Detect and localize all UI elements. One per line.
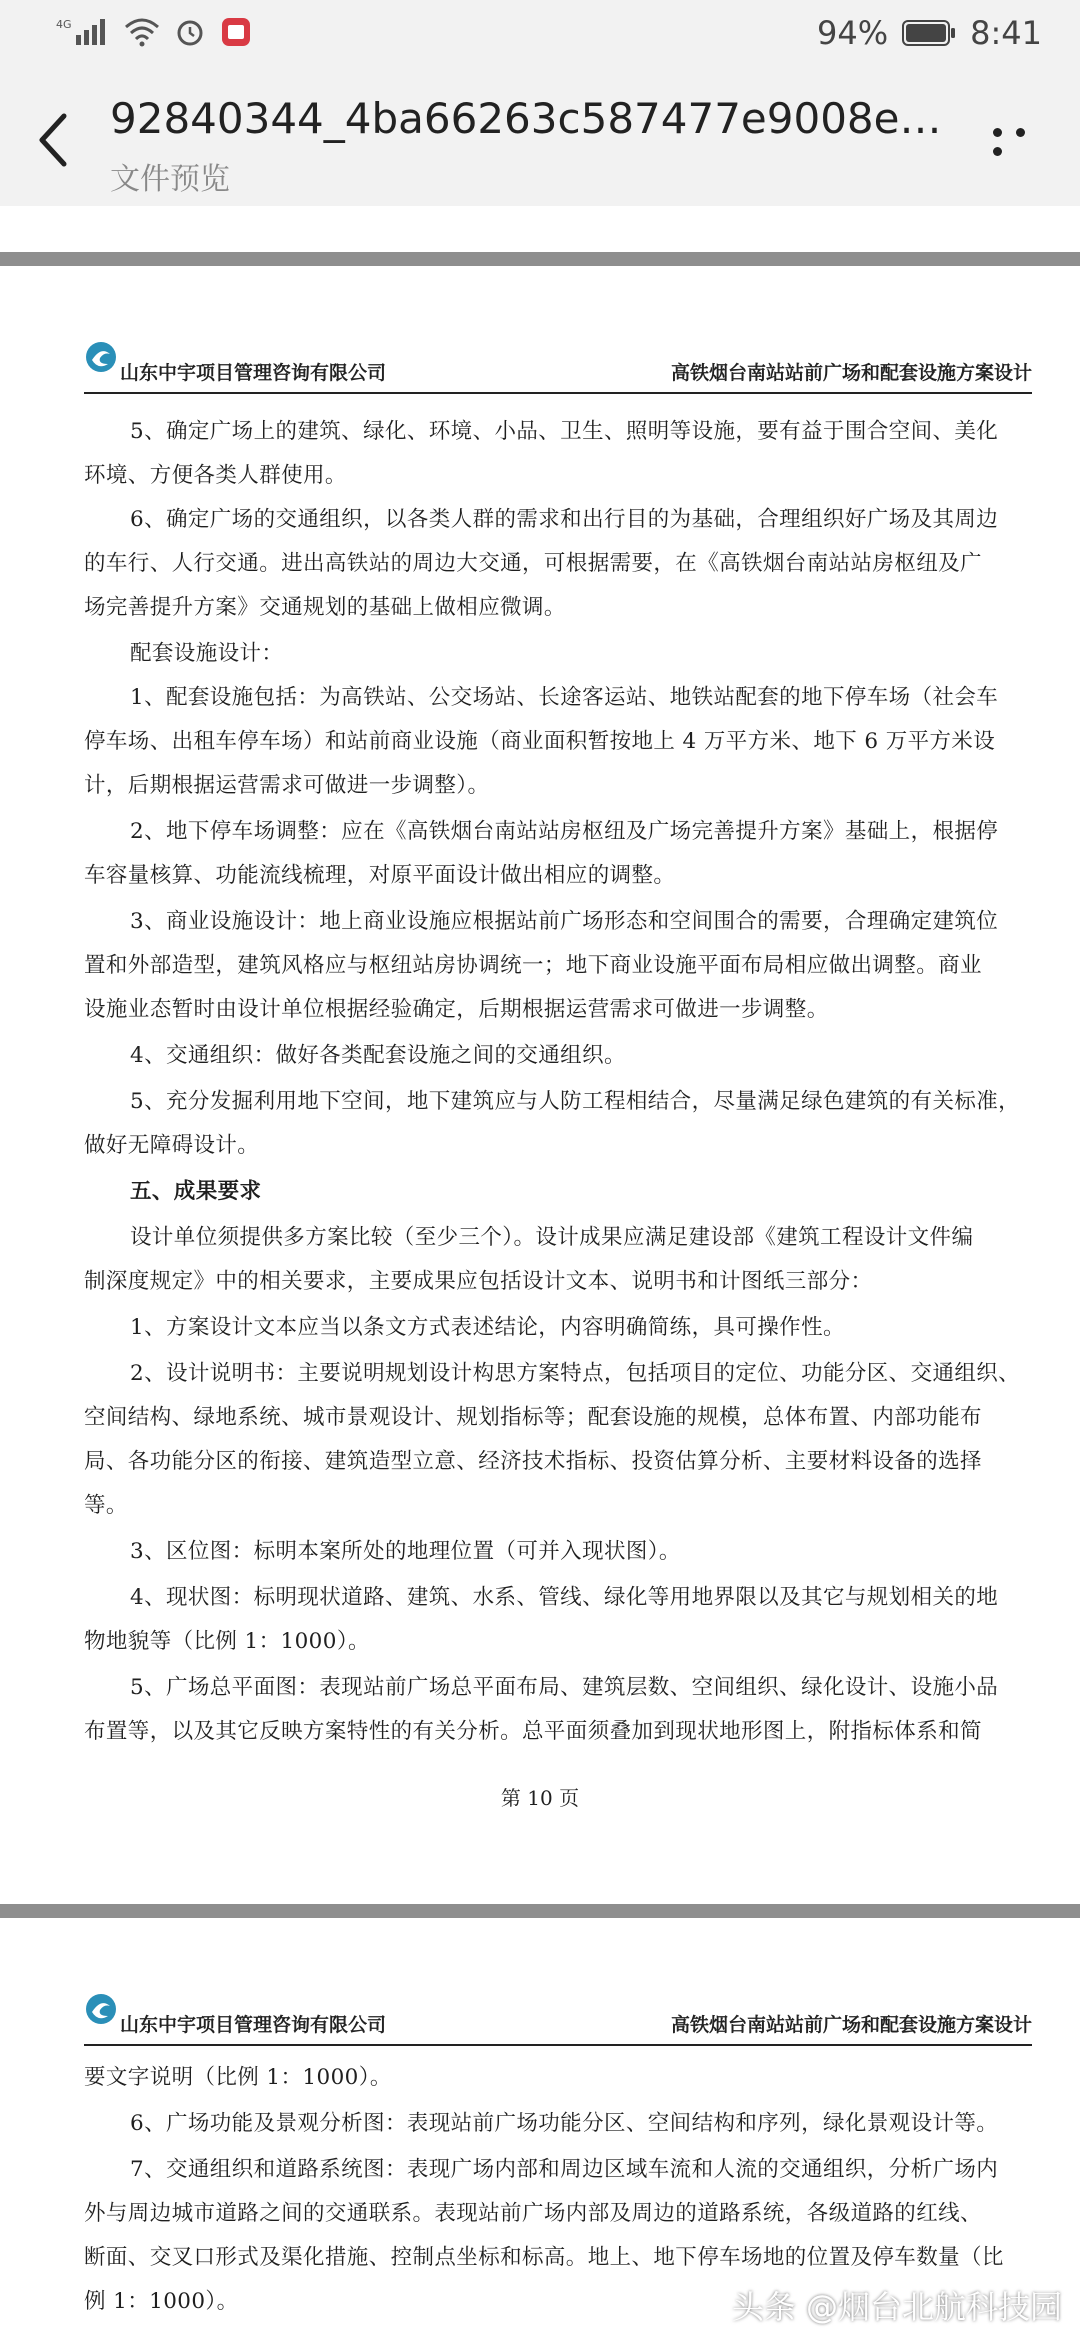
text-line: 6、确定广场的交通组织，以各类人群的需求和出行目的为基础，合理组织好广场及其周边 <box>130 507 999 532</box>
text-line: 要文字说明（比例 1：1000）。 <box>84 2065 392 2090</box>
text-line: 场完善提升方案》交通规划的基础上做相应微调。 <box>84 595 566 620</box>
file-preview-label: 文件预览 <box>110 162 230 197</box>
alarm-icon <box>174 16 206 48</box>
text-line: 局、各功能分区的衔接、建筑造型立意、经济技术指标、投资估算分析、主要材料设备的选择 <box>84 1449 982 1474</box>
watermark: 头条 @烟台北航科技园 <box>731 2288 1062 2326</box>
page-number: 第 10 页 <box>500 1786 580 1810</box>
page-header <box>84 2004 1032 2046</box>
page-separator <box>0 1904 1080 1918</box>
header-project: 高铁烟台南站站前广场和配套设施方案设计 <box>670 362 1032 384</box>
text-line: 的车行、人行交通。进出高铁站的周边大交通，可根据需要，在《高铁烟台南站站房枢纽及广 <box>84 551 982 576</box>
text-line: 车容量核算、功能流线梳理，对原平面设计做出相应的调整。 <box>84 863 676 888</box>
back-arrow-icon[interactable] <box>34 110 74 170</box>
text-line: 3、区位图：标明本案所处的地理位置（可并入现状图）。 <box>130 1539 681 1564</box>
clock: 8:41 <box>970 14 1042 52</box>
text-line: 停车场、出租车停车场）和站前商业设施（商业面积暂按地上 4 万平方米、地下 6 万平方米设 <box>84 729 996 754</box>
text-line: 置和外部造型，建筑风格应与枢纽站房协调统一；地下商业设施平面布局相应做出调整。商业 <box>84 953 982 978</box>
text-line: 环境、方便各类人群使用。 <box>84 463 347 488</box>
company-logo-icon <box>84 1992 118 2026</box>
battery-icon <box>902 20 956 46</box>
text-line: 4、现状图：标明现状道路、建筑、水系、管线、绿化等用地界限以及其它与规划相关的地 <box>130 1585 999 1610</box>
text-line: 断面、交叉口形式及渠化措施、控制点坐标和标高。地上、地下停车场地的位置及停车数量（比 <box>84 2245 1004 2270</box>
text-line: 5、广场总平面图：表现站前广场总平面布局、建筑层数、空间组织、绿化设计、设施小品 <box>130 1675 999 1700</box>
signal-icon <box>56 17 110 47</box>
text-line: 1、配套设施包括：为高铁站、公交场站、长途客运站、地铁站配套的地下停车场（社会车 <box>130 685 999 710</box>
text-line: 配套设施设计： <box>130 641 284 666</box>
text-line: 物地貌等（比例 1：1000）。 <box>84 1629 370 1654</box>
text-line: 空间结构、绿地系统、城市景观设计、规划指标等；配套设施的规模，总体布置、内部功能布 <box>84 1405 982 1430</box>
wifi-icon <box>124 17 160 47</box>
text-line: 外与周边城市道路之间的交通联系。表现站前广场内部及周边的道路系统，各级道路的红线、 <box>84 2201 982 2226</box>
header-org: 山东中宇项目管理咨询有限公司 <box>120 2014 387 2036</box>
header-project: 高铁烟台南站站前广场和配套设施方案设计 <box>670 2014 1032 2036</box>
text-line: 等。 <box>84 1493 128 1518</box>
app-bar <box>0 66 1080 206</box>
text-line: 5、确定广场上的建筑、绿化、环境、小品、卫生、照明等设施，要有益于围合空间、美化 <box>130 419 999 444</box>
text-line: 布置等，以及其它反映方案特性的有关分析。总平面须叠加到现状地形图上，附指标体系和简 <box>84 1719 982 1744</box>
text-line: 5、充分发掘利用地下空间，地下建筑应与人防工程相结合，尽量满足绿色建筑的有关标准， <box>130 1089 1021 1114</box>
text-line: 做好无障碍设计。 <box>84 1133 260 1158</box>
status-right <box>817 14 1042 52</box>
more-options-icon[interactable] <box>986 122 1046 142</box>
status-bar <box>0 0 1080 66</box>
text-line: 6、广场功能及景观分析图：表现站前广场功能分区、空间结构和序列，绿化景观设计等。 <box>130 2111 999 2136</box>
text-line: 计，后期根据运营需求可做进一步调整）。 <box>84 773 490 798</box>
page-header <box>84 352 1032 394</box>
status-left <box>56 16 252 48</box>
text-line: 3、商业设施设计：地上商业设施应根据站前广场形态和空间围合的需要，合理确定建筑位 <box>130 909 999 934</box>
app-notification-icon <box>220 16 252 48</box>
page-separator <box>0 252 1080 266</box>
battery-percent: 94% <box>817 14 889 52</box>
text-line: 2、地下停车场调整：应在《高铁烟台南站站房枢纽及广场完善提升方案》基础上，根据停 <box>130 819 999 844</box>
text-line: 1、方案设计文本应当以条文方式表述结论，内容明确简练，具可操作性。 <box>130 1315 845 1340</box>
text-line: 7、交通组织和道路系统图：表现广场内部和周边区域车流和人流的交通组织，分析广场内 <box>130 2157 999 2182</box>
header-org: 山东中宇项目管理咨询有限公司 <box>120 362 387 384</box>
text-line: 4、交通组织：做好各类配套设施之间的交通组织。 <box>130 1043 626 1068</box>
file-title: 92840344_4ba66263c587477e9008e… <box>110 94 942 143</box>
text-line: 例 1：1000）。 <box>84 2289 239 2314</box>
network-label: 4G <box>56 18 72 31</box>
text-line: 制深度规定》中的相关要求，主要成果应包括设计文本、说明书和计图纸三部分： <box>84 1269 873 1294</box>
text-line: 设施业态暂时由设计单位根据经验确定，后期根据运营需求可做进一步调整。 <box>84 997 829 1022</box>
text-line: 设计单位须提供多方案比较（至少三个）。设计成果应满足建设部《建筑工程设计文件编 <box>130 1225 974 1250</box>
section-heading: 五、成果要求 <box>130 1179 262 1204</box>
company-logo-icon <box>84 340 118 374</box>
text-line: 2、设计说明书：主要说明规划设计构思方案特点，包括项目的定位、功能分区、交通组织、 <box>130 1361 1021 1386</box>
